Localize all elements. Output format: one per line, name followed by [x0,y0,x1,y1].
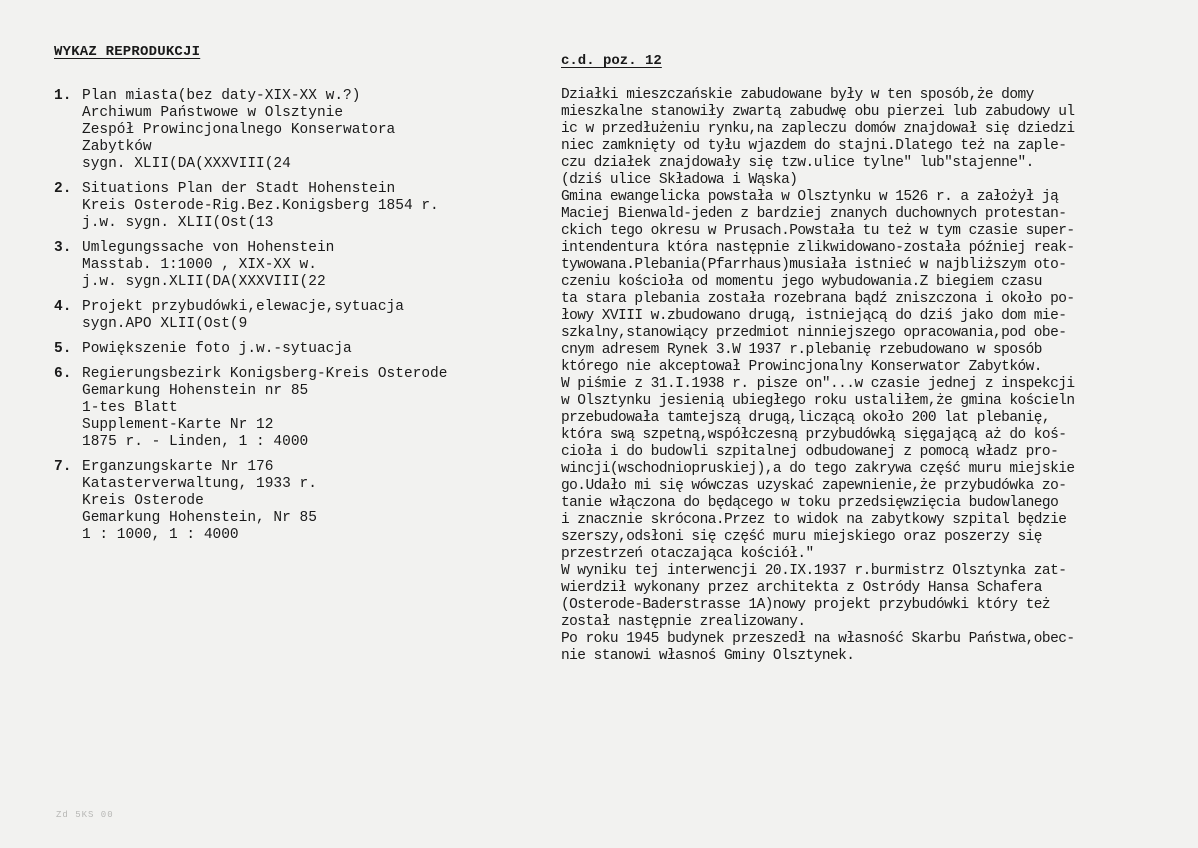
list-item-line: Regierungsbezirk Konigsberg-Kreis Osterode [82,366,448,382]
list-item-number: 2. [54,181,72,197]
list-item-line: Erganzungskarte Nr 176 [82,459,274,475]
text-line: szkalny,stanowiący przedmiot ninniejszego opracowania,pod obe- [561,325,1067,341]
continuation-text [561,87,1191,665]
list-item-number: 4. [54,299,72,315]
list-item [54,366,524,451]
list-item-line: Archiwum Państwowe w Olsztynie [82,105,344,121]
text-line: Maciej Bienwald-jeden z bardziej znanych duchownych protestan- [561,206,1067,222]
text-line: niec zamknięty od tyłu wjazdem do stajni.Dlatego też na zaple- [561,138,1067,154]
list-item-line: Masstab. 1:1000 , XIX-XX w. [82,257,317,273]
continuation-column [561,53,1191,665]
faint-stamp: Zd 5KS 00 [56,810,114,820]
list-item-number: 3. [54,240,72,256]
text-line: nie stanowi własnoś Gminy Olsztynek. [561,648,855,664]
text-line: (dziś ulice Składowa i Wąska) [561,172,798,188]
list-item-line: 1875 r. - Linden, 1 : 4000 [82,434,309,450]
list-item-line: j.w. sygn.XLII(DA(XXXVIII(22 [82,274,326,290]
list-item-number: 6. [54,366,72,382]
text-line: przebudowała tamtejszą drugą,liczącą około 200 lat plebanię, [561,410,1051,426]
list-item-number: 5. [54,341,72,357]
list-item [54,299,524,333]
reproduction-list-column [54,44,524,552]
text-line: cioła i do budowli szpitalnej odbudowanej z pomocą władz pro- [561,444,1059,460]
text-line: mieszkalne stanowiły zwartą zabudwę obu pierzei lub zabudowy ul [561,104,1075,120]
list-item-line: Supplement-Karte Nr 12 [82,417,274,433]
text-line: ta stara plebania została rozebrana bądź zniszczona i około po- [561,291,1075,307]
list-item-line: 1-tes Blatt [82,400,178,416]
text-line: W piśmie z 31.I.1938 r. pisze on"...w czasie jednej z inspekcji [561,376,1075,392]
list-item [54,459,524,544]
list-item-line: sygn. XLII(DA(XXXVIII(24 [82,156,291,172]
text-line: cnym adresem Rynek 3.W 1937 r.plebanię rzebudowano w sposób [561,342,1042,358]
text-line: go.Udało mi się wówczas uzyskać zapewnienie,że przybudówka zo- [561,478,1067,494]
list-item-line: sygn.APO XLII(Ost(9 [82,316,248,332]
text-line: w Olsztynku jesienią ubiegłego roku ustaliłem,że gmina kościeln [561,393,1075,409]
text-line: intendentura która następnie zlikwidowano-została później reak- [561,240,1075,256]
list-item-line: Kreis Osterode [82,493,204,509]
list-item-line: Situations Plan der Stadt Hohenstein [82,181,396,197]
text-line: Gmina ewangelicka powstała w Olsztynku w 1526 r. a założył ją [561,189,1059,205]
list-item-line: Katasterverwaltung, 1933 r. [82,476,317,492]
text-line: szerszy,odsłoni się część muru miejskiego oraz poszerzy się [561,529,1042,545]
list-item-text [82,181,524,232]
list-item-text [82,341,524,358]
list-item-number: 7. [54,459,72,475]
list-item-line: Powiększenie foto j.w.-sytuacja [82,341,352,357]
text-line: i znacznie skrócona.Przez to widok na zabytkowy szpital będzie [561,512,1067,528]
text-line: łowy XVIII w.zbudowano drugą, istniejącą do dziś jako dom mie- [561,308,1067,324]
list-item-line: Umlegungssache von Hohenstein [82,240,335,256]
text-line: Działki mieszczańskie zabudowane były w ten sposób,że domy [561,87,1034,103]
list-item-line: Gemarkung Hohenstein, Nr 85 [82,510,317,526]
list-item-line: Kreis Osterode-Rig.Bez.Konigsberg 1854 r. [82,198,439,214]
list-item-line: Projekt przybudówki,elewacje,sytuacja [82,299,404,315]
list-item-line: 1 : 1000, 1 : 4000 [82,527,239,543]
list-item-text [82,299,524,333]
list-item-text [82,240,524,291]
text-line: ckich tego okresu w Prusach.Powstała tu też w tym czasie super- [561,223,1075,239]
text-line: Po roku 1945 budynek przeszedł na własność Skarbu Państwa,obec- [561,631,1075,647]
text-line: ic w przedłużeniu rynku,na zapleczu domów znajdował się dziedzi [561,121,1075,137]
list-item-text [82,88,524,173]
list-item [54,88,524,173]
reproduction-list [54,88,524,544]
text-line: W wyniku tej interwencji 20.IX.1937 r.burmistrz Olsztynka zat- [561,563,1067,579]
list-item-line: Zespół Prowincjonalnego Konserwatora [82,122,396,138]
list-item-line: Zabytków [82,139,152,155]
list-item-text [82,366,524,451]
text-line: wincji(wschodniopruskiej),a do tego zakrywa część muru miejskie [561,461,1075,477]
text-line: (Osterode-Baderstrasse 1A)nowy projekt przybudówki który też [561,597,1051,613]
text-line: czu działek znajdowały się tzw.ulice tylne" lub"stajenne". [561,155,1034,171]
list-item-line: Gemarkung Hohenstein nr 85 [82,383,309,399]
continuation-heading: c.d. poz. 12 [561,53,662,69]
list-item-line: Plan miasta(bez daty-XIX-XX w.?) [82,88,361,104]
text-line: czeniu kościoła od momentu jego wybudowania.Z biegiem czasu [561,274,1042,290]
list-item-number: 1. [54,88,72,104]
reproduction-list-heading: WYKAZ REPRODUKCJI [54,44,201,60]
text-line: wierdził wykonany przez architekta z Ostródy Hansa Schafera [561,580,1042,596]
text-line: tywowana.Plebania(Pfarrhaus)musiała istnieć w najbliższym oto- [561,257,1067,273]
text-line: został następnie zrealizowany. [561,614,806,630]
text-line: przestrzeń otaczająca kościół." [561,546,814,562]
list-item [54,341,524,358]
list-item-text [82,459,524,544]
list-item [54,240,524,291]
list-item [54,181,524,232]
list-item-line: j.w. sygn. XLII(Ost(13 [82,215,274,231]
text-line: tanie włączona do będącego w toku przedsięwzięcia budowlanego [561,495,1059,511]
text-line: która swą szpetną,współczesną przybudówką sięgającą aż do koś- [561,427,1067,443]
text-line: którego nie akceptował Prowincjonalny Konserwator Zabytków. [561,359,1042,375]
